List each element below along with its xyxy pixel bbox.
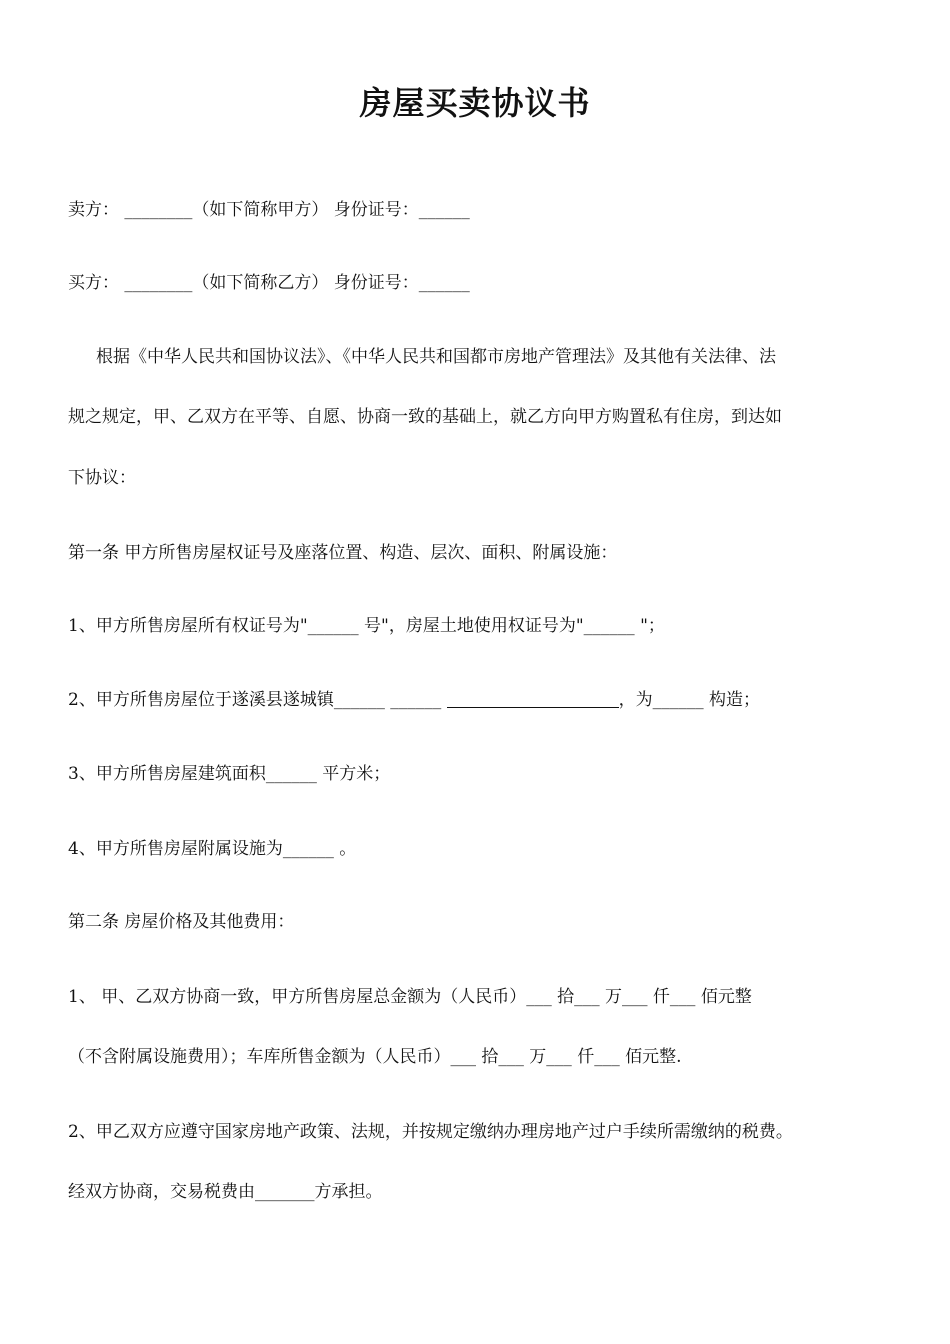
article-1-heading: 第一条 甲方所售房屋权证号及座落位置、构造、层次、面积、附属设施： [68,543,618,563]
clause-1-4: 4、甲方所售房屋附属设施为______ 。 [68,839,357,859]
clause-2-1-line-2: （不含附属设施费用）；车库所售金额为（人民币）___ 拾___ 万___ 仟___ 佰元整. [68,1047,682,1067]
preamble-line-2: 规之规定，甲、乙双方在平等、自愿、协商一致的基础上，就乙方向甲方购置私有住房，到达如 [68,407,782,427]
seller-line: 卖方： ________（如下简称甲方） 身份证号：______ [68,200,470,220]
clause-1-2 [68,688,898,712]
document-title: 房屋买卖协议书 [359,84,591,122]
clause-1-2-text-a: 2、甲方所售房屋位于遂溪县遂城镇______ ______ [68,690,447,710]
preamble-line-1: 根据《中华人民共和国协议法》、《中华人民共和国都市房地产管理法》及其他有关法律、法 [96,347,776,367]
clause-1-3: 3、甲方所售房屋建筑面积______ 平方米； [68,764,391,784]
clause-2-2-line-2: 经双方协商，交易税费由_______方承担。 [68,1182,383,1202]
clause-2-1-line-1: 1、 甲、乙双方协商一致，甲方所售房屋总金额为（人民币）___ 拾___ 万___ 仟___ 佰元整 [68,987,752,1007]
clause-1-2-text-b: ，为______ 构造； [618,690,761,710]
buyer-line: 买方： ________（如下简称乙方） 身份证号：______ [68,273,470,293]
clause-2-2-line-1: 2、甲乙双方应遵守国家房地产政策、法规，并按规定缴纳办理房地产过户手续所需缴纳的税费。 [68,1122,793,1142]
article-2-heading: 第二条 房屋价格及其他费用： [68,912,295,932]
clause-1-1: 1、甲方所售房屋所有权证号为"______ 号"，房屋土地使用权证号为"______ "； [68,616,665,636]
preamble-line-3: 下协议： [68,468,136,488]
address-blank-underline [447,689,619,708]
